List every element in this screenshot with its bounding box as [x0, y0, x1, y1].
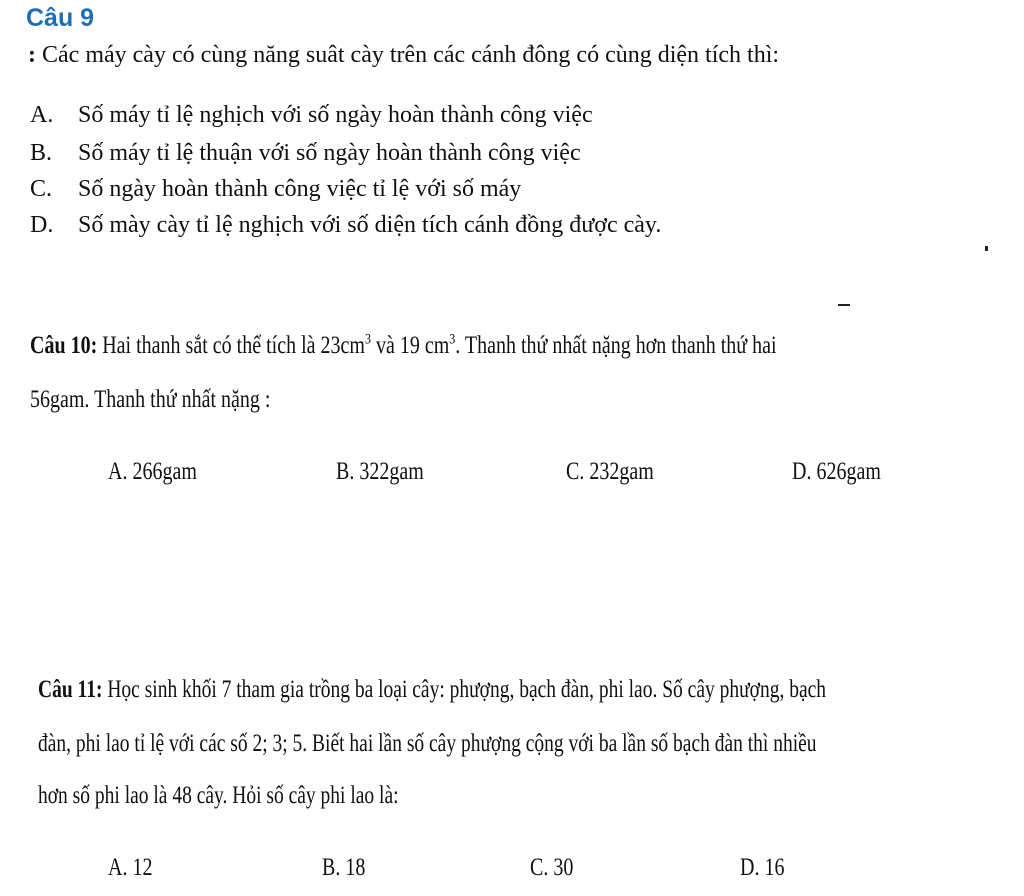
question-11-stem-line-3: hơn số phi lao là 48 cây. Hỏi số cây phi lao là:: [38, 782, 399, 809]
question-11-option-b[interactable]: B. 18: [322, 854, 366, 881]
question-9-option-c[interactable]: [30, 176, 521, 203]
question-9-option-b[interactable]: [30, 140, 581, 167]
question-11-option-a[interactable]: A. 12: [108, 854, 153, 881]
option-text: Số ngày hoàn thành công việc tỉ lệ với số máy: [78, 176, 522, 202]
question-10-label: Câu 10:: [30, 332, 98, 359]
question-10-option-a[interactable]: A. 266gam: [108, 458, 197, 485]
option-text: Số máy tỉ lệ thuận với số ngày hoàn thành công việc: [78, 140, 581, 166]
question-10-option-b[interactable]: B. 322gam: [336, 458, 424, 485]
question-10-stem-line-1: [30, 332, 777, 360]
question-9-option-a[interactable]: [30, 102, 593, 129]
superscript: 3: [449, 331, 456, 348]
superscript: 3: [364, 331, 371, 348]
scan-mark: [838, 304, 850, 306]
question-9-prefix: :: [28, 42, 36, 68]
question-10-stem-line-2: 56gam. Thanh thứ nhất nặng :: [30, 386, 271, 413]
question-9-option-d[interactable]: [30, 212, 661, 239]
question-9-stem: [28, 42, 779, 69]
option-letter: B.: [30, 140, 53, 166]
scan-mark: [985, 246, 988, 251]
question-11-option-c[interactable]: C. 30: [530, 854, 574, 881]
option-letter: D.: [30, 212, 54, 238]
question-11-option-d[interactable]: D. 16: [740, 854, 785, 881]
question-11-stem-line-2: đàn, phi lao tỉ lệ với các số 2; 3; 5. Biết hai lần số cây phượng cộng với ba lần số bạch đàn thì nhiều: [38, 730, 817, 757]
option-text: Số mày cày tỉ lệ nghịch với số diện tích cánh đồng được cày.: [78, 212, 662, 238]
stem-text: Học sinh khối 7 tham gia trồng ba loại cây: phượng, bạch đàn, phi lao. Số cây phượng, bạch: [102, 676, 827, 703]
stem-text: và 19 cm: [370, 332, 450, 359]
question-10-option-d[interactable]: D. 626gam: [792, 458, 881, 485]
question-9-heading: Câu 9: [26, 4, 95, 32]
stem-text: . Thanh thứ nhất nặng hơn thanh thứ hai: [455, 332, 777, 359]
option-text: Số máy tỉ lệ nghịch với số ngày hoàn thành công việc: [78, 102, 593, 128]
question-11-label: Câu 11:: [38, 676, 103, 703]
question-11-stem-line-1: [38, 676, 826, 704]
question-9-stem-text: Các máy cày có cùng năng suât cày trên các cánh đông có cùng diện tích thì:: [36, 42, 780, 68]
option-letter: A.: [30, 102, 54, 128]
stem-text: Hai thanh sắt có thể tích là 23cm: [97, 332, 365, 359]
question-10-option-c[interactable]: C. 232gam: [566, 458, 654, 485]
option-letter: C.: [30, 176, 53, 202]
